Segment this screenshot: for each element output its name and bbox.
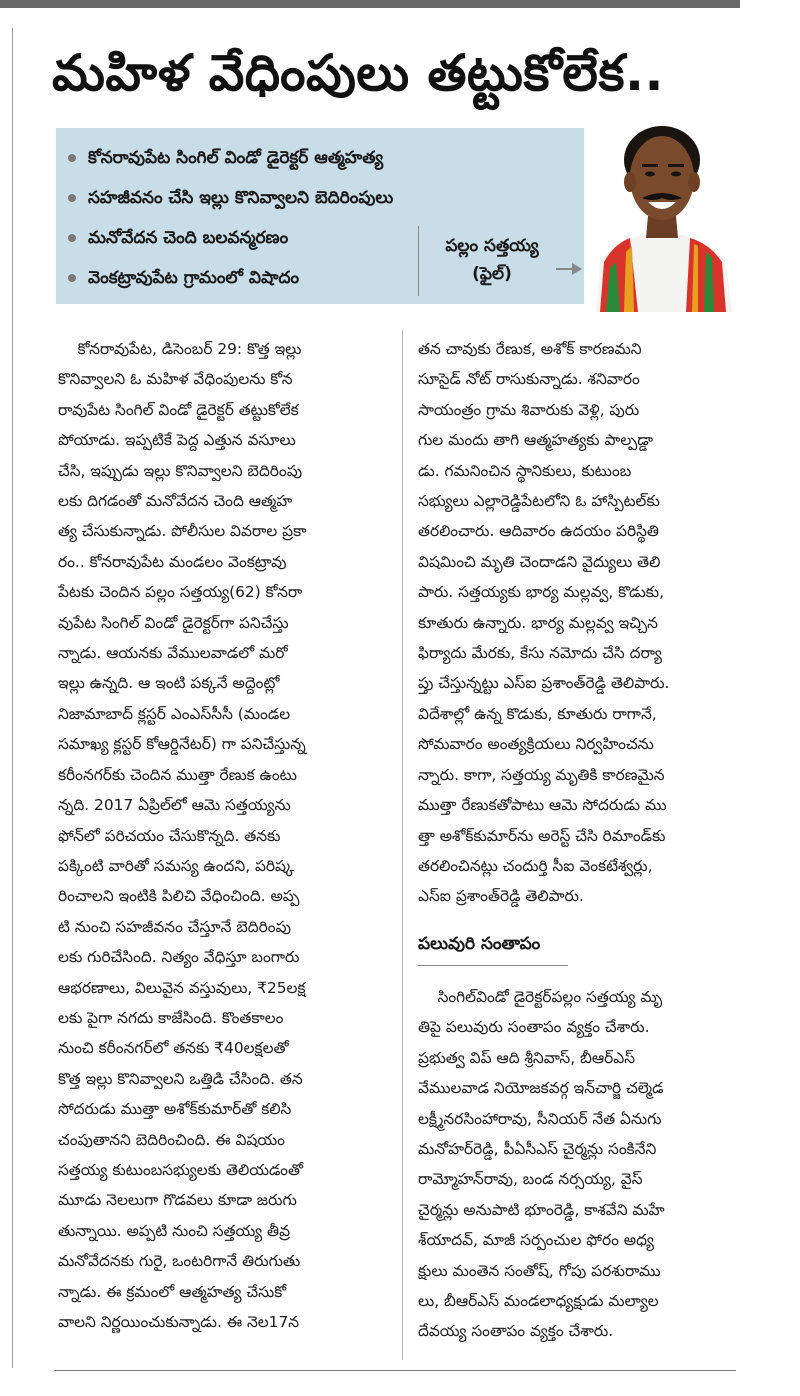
article-line: త్య చేసుకున్నాడు. పోలీసుల వివరాల ప్రకా (58, 522, 307, 541)
article-line: కొత్త ఇల్లు కొనివ్వాలని ఒత్తిడి చేసింది. తన (58, 1069, 303, 1088)
article-line: ఆభరణాలు, విలువైన వస్తువులు, ₹25లక్ష (58, 978, 306, 997)
article-line: ఎస్‌ఐ ప్రశాంత్‌రెడ్డి తెలిపారు. (418, 887, 584, 906)
article-line: డు. గమనించిన స్థానికులు, కుటుంబ (418, 461, 632, 480)
photo-caption (432, 232, 552, 288)
article-line: మనోవేదనకు గురై, ఒంటరిగానే తిరుగుతు (58, 1252, 301, 1271)
article-line: టి నుంచి సహజీవనం చేస్తూనే బెదిరింపు (58, 917, 291, 936)
article-line: విదేశాల్లో ఉన్న కొడుకు, కూతురు రాగానే, (418, 704, 657, 723)
article-line: సింగిల్‌విండో డైరెక్టర్‌పల్లం సత్తయ్య మృ (418, 988, 663, 1006)
highlight-text: సహజీవనం చేసి ఇల్లు కొనివ్వాలని బెదిరింపులు (88, 188, 394, 208)
article-line: సమాఖ్య క్లస్టర్ కోఆర్డినేటర్) గా పనిచేస్తున్న (58, 735, 306, 754)
article-body-right (418, 334, 738, 912)
bullet-dot-icon (68, 194, 76, 202)
article-line: విషమించి మృతి చెందాడని వైద్యులు తెలి (418, 552, 661, 571)
photo-caption-name: పల్లం సత్తయ్య (445, 236, 539, 256)
article-line: వాలని నిర్ణయించుకున్నాడు. ఈ నెల17న (58, 1313, 300, 1331)
article-line: మనోహర్‌రెడ్డి, పీఏసీఎస్ చైర్మన్లు సంకినేని (418, 1140, 657, 1159)
article-line: దేవయ్య సంతాపం వ్యక్తం చేశారు. (418, 1322, 614, 1341)
article-line: మూడు నెలలుగా గొడవలు కూడా జరుగు (58, 1191, 297, 1210)
article-line: పోయాడు. ఇప్పటికే పెద్ద ఎత్తున వసూలు (58, 431, 296, 450)
article-line: వుపేట సింగిల్ విండో డైరెక్టర్‌గా పనిచేస్తు (58, 613, 289, 632)
article-line: సాయంత్రం గ్రామ శివారుకు వెళ్లి, పురు (418, 400, 640, 419)
article-line: లకు గురిచేసింది. నిత్యం వేధిస్తూ బంగారు (58, 948, 300, 967)
article-line: వేములవాడ నియోజకవర్గ ఇన్‌చార్జి చల్మెడ (418, 1079, 664, 1098)
article-line: ముత్తా రేణుకతోపాటు ఆమె సోదరుడు ము (418, 796, 667, 815)
article-line: న్నది. 2017 ఏప్రిల్‌లో ఆమె సత్తయ్యను (58, 796, 291, 815)
article-line: లకు పైగా నగదు కాజేసింది. కొంతకాలం (58, 1008, 284, 1027)
highlight-item (68, 138, 584, 178)
highlight-item (68, 178, 584, 218)
article-line: రం.. కోనరావుపేట మండలం వెంకట్రావు (58, 552, 287, 571)
article-line: తరలించినట్లు చందుర్తి సీఐ వెంకటేశ్వర్లు, (418, 856, 653, 875)
article-line: తున్నాయి. అప్పటి నుంచి సత్తయ్య తీవ్ర (58, 1221, 291, 1240)
subheading: పలువురి సంతాపం (418, 934, 541, 954)
article-line: ప్రభుత్వ విప్ ఆది శ్రీనివాస్, బీఆర్‌ఎస్ (418, 1048, 636, 1067)
article-line: చంపుతానని బెదిరించింది. ఈ విషయం (58, 1130, 285, 1149)
article-line: సోదరుడు ముత్తా అశోక్‌కుమార్‌తో కలిసి (58, 1100, 292, 1119)
article-line: పేటకు చెందిన పల్లం సత్తయ్య(62) కోనరా (58, 583, 303, 602)
article-line: లు, బీఆర్‌ఎస్ మండలాధ్యక్షుడు మల్యాల (418, 1292, 659, 1311)
article-line: సత్తయ్య కుటుంబసభ్యులకు తెలియడంతో (58, 1160, 303, 1179)
article-line: కొనివ్వాలని ఓ మహిళ వేధింపులను కోన (58, 370, 293, 389)
article-line: నిజామాబాద్ క్లస్టర్ ఎంఎస్‌సీసీ (మండల (58, 704, 291, 723)
article-line: సభ్యులు ఎల్లారెడ్డిపేటలోని ఓ హాస్పిటల్‌కు (418, 492, 660, 511)
article-body-condolences (418, 982, 738, 1347)
article-line: రావుపేట సింగిల్ విండో డైరెక్టర్ తట్టుకోలేక (58, 400, 299, 419)
article-line: పారు. సత్తయ్యకు భార్య మల్లవ్వ, కొడుకు, (418, 583, 665, 602)
article-line: ఫోన్‌లో పరిచయం చేసుకొన్నది. తనకు (58, 826, 281, 845)
article-line: నుంచి కరీంనగర్‌లో తనకు ₹40లక్షలతో (58, 1039, 289, 1058)
article-line: కోనరావుపేట, డిసెంబర్ 29: కొత్త ఇల్లు (58, 340, 302, 358)
article-line: ఫిర్యాదు మేరకు, కేసు నమోదు చేసి దర్యా (418, 644, 662, 663)
article-line: ప్తు చేస్తున్నట్టు ఎస్‌ఐ ప్రశాంత్‌రెడ్డి తెలిపారు. (418, 674, 670, 693)
top-rule (0, 0, 740, 8)
article-line: పక్కింటి వారితో సమస్య ఉందని, పరిష్క (58, 856, 295, 875)
article-line: రామ్మోహన్‌రావు, బండ నర్సయ్య, వైస్ (418, 1170, 643, 1189)
article-line: తిపై పలువురు సంతాపం వ్యక్తం చేశారు. (418, 1018, 650, 1037)
bullet-dot-icon (68, 274, 76, 282)
article-line: న్నాడు. ఈ క్రమంలో ఆత్మహత్య చేసుకో (58, 1282, 287, 1301)
portrait-photo (586, 112, 738, 312)
right-arrow-icon (556, 262, 582, 276)
article-line: రించాలని ఇంటికి పిలిచి వేధించింది. అప్ప (58, 887, 300, 906)
article-line: త్తా అశోక్‌కుమార్‌ను అరెస్ట్ చేసి రిమాండ్‌కు (418, 826, 666, 845)
bullet-dot-icon (68, 154, 76, 162)
headline: మహిళ వేధింపులు తట్టుకోలేక.. (52, 44, 664, 102)
article-line: తన చావుకు రేణుక, అశోక్ కారణమని (418, 340, 642, 358)
subheading-underline (418, 965, 568, 966)
article-line: క్షులు మంతెన సంతోష్, గోపు పరశురాము (418, 1261, 661, 1280)
article-line: సోమవారం అంత్యక్రియలు నిర్వహించను (418, 735, 654, 754)
article-line: తరలించారు. ఆదివారం ఉదయం పరిస్థితి (418, 522, 659, 541)
highlight-text: కోనరావుపేట సింగిల్ విండో డైరెక్టర్ ఆత్మహత్య (88, 148, 384, 168)
article-line: లక్ష్మీనరసింహారావు, సీనియర్ నేత ఏనుగు (418, 1109, 662, 1128)
column-divider (402, 330, 403, 1360)
article-line: కరీంనగర్‌కు చెందిన ముత్తా రేణుక ఉంటు (58, 765, 297, 784)
highlight-text: వెంకట్రావుపేట గ్రామంలో విషాదం (88, 268, 300, 288)
article-line: ఇల్లు ఉన్నది. ఆ ఇంటి పక్కనే అద్దెంట్లో (58, 674, 280, 693)
article-line: శ్‌యాదవ్, మాజీ సర్పంచుల ఫోరం అధ్య (418, 1231, 654, 1250)
highlight-text: మనోవేదన చెంది బలవన్మరణం (88, 228, 289, 248)
article-line: లకు దిగడంతో మనోవేదన చెంది ఆత్మహ (58, 492, 293, 511)
article-line: చేసి, ఇప్పుడు ఇల్లు కొనివ్వాలని బెదిరింపు (58, 461, 303, 480)
article-line: న్నాడు. ఆయనకు వేములవాడలో మరో (58, 644, 288, 663)
caption-divider (418, 226, 419, 296)
left-margin-rule (12, 28, 13, 1368)
article-body-left (58, 334, 386, 1337)
article-line: సూసైడ్ నోట్ రాసుకున్నాడు. శనివారం (418, 370, 640, 389)
article-line: గుల మందు తాగి ఆత్మహత్యకు పాల్పడ్డా (418, 431, 653, 450)
article-line: కూతురు ఉన్నారు. భార్య మల్లవ్వ ఇచ్చిన (418, 613, 658, 632)
article-line: చైర్మన్లు అనుపాటి భూంరెడ్డి, కాశవేని మహే (418, 1200, 665, 1219)
article-line: న్నారు. కాగా, సత్తయ్య మృతికి కారణమైన (418, 765, 665, 784)
bullet-dot-icon (68, 234, 76, 242)
bottom-rule (54, 1370, 736, 1371)
photo-caption-note: (ఫైల్) (472, 264, 512, 284)
